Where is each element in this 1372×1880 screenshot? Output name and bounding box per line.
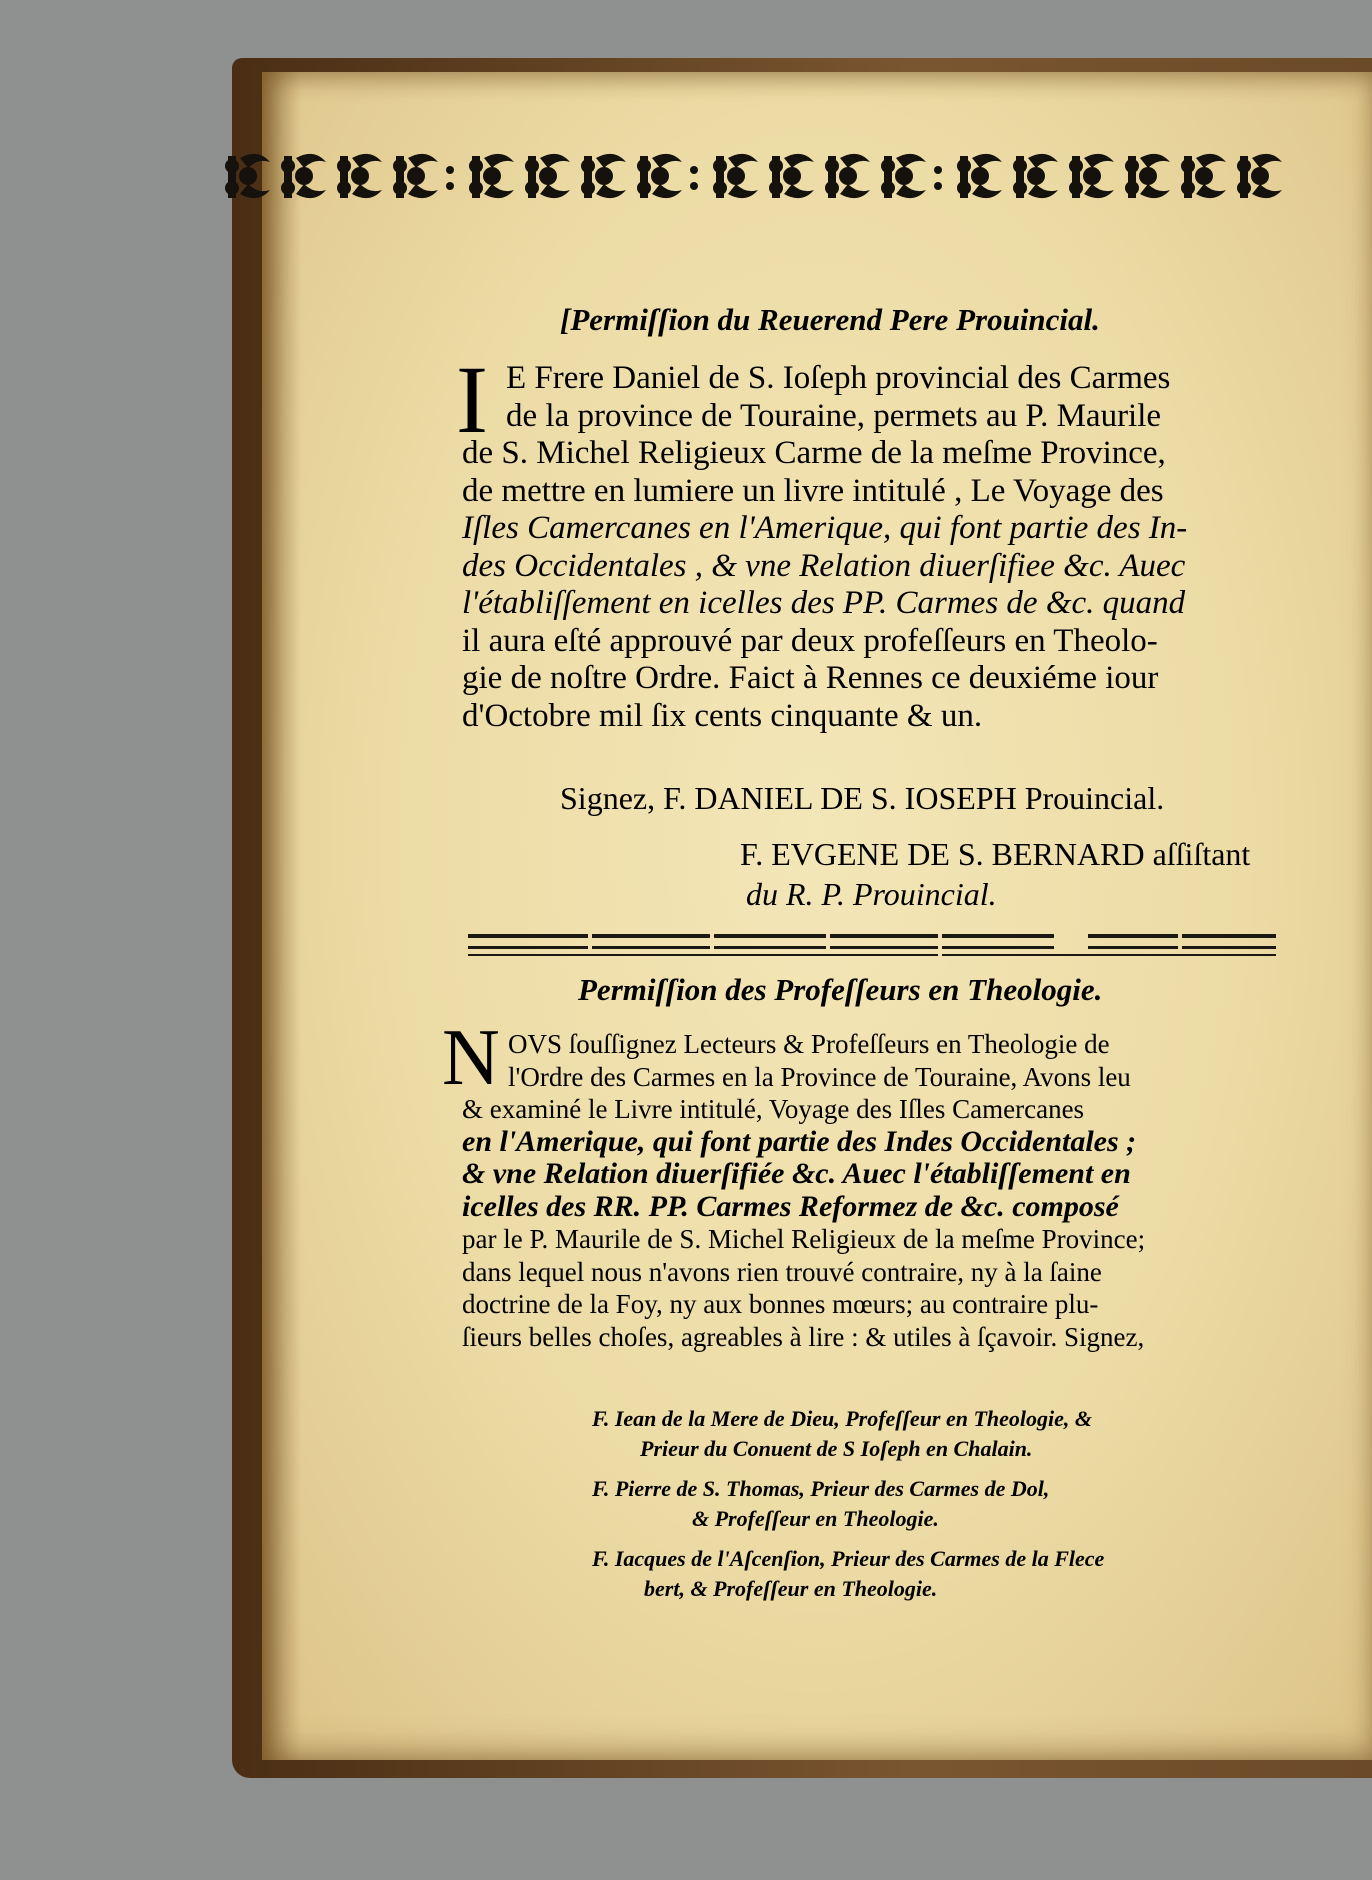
section2-line: ſieurs belles choſes, agreables à lire : & utiles à ſçavoir. Signez,: [462, 1321, 1145, 1352]
section2-body: [462, 1028, 1145, 1353]
section1-line: d'Octobre mil ſix cents cinquante & un.: [462, 697, 983, 734]
section1-signature-provincial: Signez, F. DANIEL DE S. IOSEPH Prouincial.: [560, 780, 1165, 816]
section1-signature-assistant-title: du R. P. Prouincial.: [746, 876, 997, 912]
section1-line: de S. Michel Religieux Carme de la meſme Province,: [462, 435, 1166, 471]
section2-drop-cap: N: [442, 1014, 500, 1102]
section1-line: gie de noſtre Ordre. Faict à Rennes ce deuxiéme iour: [462, 660, 1159, 696]
section1-signature-assistant: F. EVGENE DE S. BERNARD aſſiſtant: [740, 836, 1251, 872]
section1-line: de la province de Touraine, permets au P. Maurile: [506, 397, 1162, 434]
signature-line: F. Pierre de S. Thomas, Prieur des Carmes de Dol,: [592, 1476, 1050, 1501]
section2-line: icelles des RR. PP. Carmes Reformez de &c. composé: [462, 1189, 1119, 1223]
section1-line: des Occidentales , & vne Relation diuerſifiee &c. Auec: [462, 547, 1186, 584]
section2-line: OVS ſouſſignez Lecteurs & Profeſſeurs en Theologie de: [508, 1029, 1110, 1059]
section-divider-rule: [468, 932, 1276, 960]
signature-line: & Profeſſeur en Theologie.: [692, 1506, 939, 1531]
section2-line: doctrine de la Foy, ny aux bonnes mœurs; au contraire plu-: [462, 1289, 1099, 1319]
section1-drop-cap: I: [456, 346, 488, 453]
section2-line: dans lequel nous n'avons rien trouvé contraire, ny à la ſaine: [462, 1256, 1102, 1287]
section2-line: & examiné le Livre intitulé, Voyage des Iſles Camercanes: [462, 1094, 1085, 1124]
section1-line: l'établiſſement en icelles des PP. Carmes de &c. quand: [462, 585, 1186, 621]
section2-signatures: [592, 1404, 1104, 1604]
section1-line: E Frere Daniel de S. Ioſeph provincial des Carmes: [506, 360, 1171, 396]
signature-line: bert, & Profeſſeur en Theologie.: [644, 1576, 938, 1601]
section2-line: & vne Relation diuerſifiée &c. Auec l'établiſſement en: [462, 1157, 1131, 1190]
ornament-band-icon: [218, 148, 1288, 204]
section1-line: Iſles Camercanes en l'Amerique, qui font partie des In-: [462, 510, 1188, 546]
section2-title: Permiſſion des Profeſſeurs en Theologie.: [578, 972, 1103, 1007]
signature-line: F. Iean de la Mere de Dieu, Profeſſeur en Theologie, &: [592, 1406, 1093, 1431]
section2-line: en l'Amerique, qui font partie des Indes Occidentales ;: [462, 1124, 1137, 1158]
section1-body: [462, 360, 1187, 735]
section2-line: par le P. Maurile de S. Michel Religieux de la meſme Province;: [462, 1224, 1146, 1254]
signature-line: F. Iacques de l'Aſcenſion, Prieur des Carmes de la Flece: [592, 1546, 1105, 1571]
signature-line: Prieur du Conuent de S Ioſeph en Chalain.: [640, 1436, 1033, 1461]
section1-line: de mettre en lumiere un livre intitulé , Le Voyage des: [462, 472, 1164, 509]
section2-line: l'Ordre des Carmes en la Province de Touraine, Avons leu: [508, 1061, 1131, 1092]
section1-title: [Permiſſion du Reuerend Pere Prouincial.: [560, 302, 1100, 337]
page-gutter-stain: [262, 72, 302, 1760]
section1-line: il aura eſté approuvé par deux profeſſeurs en Theolo-: [462, 622, 1158, 659]
